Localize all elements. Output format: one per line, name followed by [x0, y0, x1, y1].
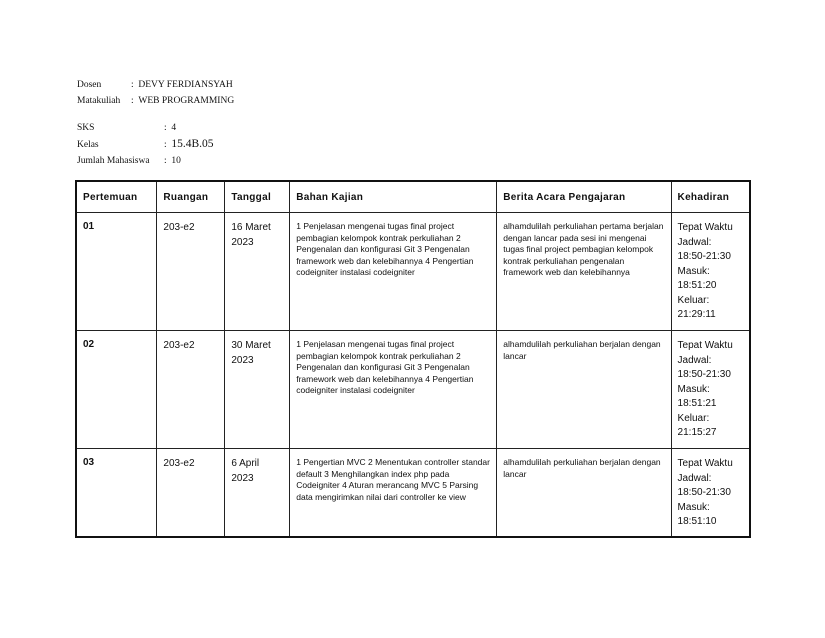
col-header-kehadiran: Kehadiran: [671, 181, 750, 213]
col-header-pertemuan: Pertemuan: [76, 181, 157, 213]
cell-pertemuan: 03: [76, 449, 157, 537]
cell-tanggal: 16 Maret 2023: [225, 213, 290, 331]
col-header-bahan-kajian: Bahan Kajian: [290, 181, 497, 213]
dosen-value: DEVY FERDIANSYAH: [138, 80, 233, 90]
dosen-separator: :: [131, 80, 134, 90]
kelas-line: [77, 136, 214, 153]
attendance-out-label: Keluar:: [677, 412, 710, 424]
cell-berita-acara: alhamdulilah perkuliahan berjalan dengan lancar: [497, 331, 671, 449]
col-header-berita-acara: Berita Acara Pengajaran: [497, 181, 671, 213]
jumlah-value: 10: [171, 156, 181, 166]
cell-kehadiran: [671, 331, 750, 449]
cell-ruangan: 203-e2: [157, 331, 225, 449]
matakuliah-label: Matakuliah: [77, 96, 121, 106]
attendance-schedule-label: Jadwal:: [677, 354, 712, 366]
cell-kehadiran: [671, 449, 750, 537]
matakuliah-separator: :: [131, 96, 134, 106]
table-row: [76, 213, 750, 331]
cell-berita-acara: alhamdulilah perkuliahan berjalan dengan lancar: [497, 449, 671, 537]
cell-pertemuan: 01: [76, 213, 157, 331]
cell-tanggal: 6 April 2023: [225, 449, 290, 537]
cell-ruangan: 203-e2: [157, 213, 225, 331]
attendance-in-value: 18:51:20: [677, 280, 717, 291]
kelas-value: 15.4B.05: [171, 138, 214, 150]
cell-kehadiran: [671, 213, 750, 331]
attendance-out-value: 21:29:11: [677, 309, 716, 320]
cell-berita-acara: alhamdulilah perkuliahan pertama berjalan dengan lancar pada sesi ini mengenai tugas final project pembagian kelompok kontrak perkuliahan pengenalan framework web dan kelebihannya: [497, 213, 671, 331]
jumlah-line: [77, 153, 214, 169]
attendance-in-value: 18:51:21: [677, 398, 717, 409]
cell-ruangan: 203-e2: [157, 449, 225, 537]
attendance-in-label: Masuk:: [677, 265, 710, 277]
dosen-label: Dosen: [77, 80, 102, 90]
table-row: [76, 331, 750, 449]
cell-pertemuan: 02: [76, 331, 157, 449]
col-header-ruangan: Ruangan: [157, 181, 225, 213]
meeting-table: [75, 180, 751, 538]
attendance-in-label: Masuk:: [677, 501, 710, 513]
cell-bahan-kajian: 1 Pengertian MVC 2 Menentukan controller standar default 3 Menghilangkan index php pada Codeigniter 4 Aturan merancang MVC 5 Parsing data mengirimkan nilai dari controller ke view: [290, 449, 497, 537]
matakuliah-line: [77, 93, 234, 109]
attendance-schedule-label: Jadwal:: [677, 472, 712, 484]
kelas-separator: :: [164, 140, 167, 150]
table-header-row: [76, 181, 750, 213]
attendance-out-label: Keluar:: [677, 294, 710, 306]
attendance-status: Tepat Waktu: [677, 340, 733, 351]
matakuliah-value: WEB PROGRAMMING: [138, 96, 235, 106]
table-row: [76, 449, 750, 537]
jumlah-label: Jumlah Mahasiswa: [77, 156, 150, 166]
attendance-status: Tepat Waktu: [677, 458, 733, 469]
attendance-status: Tepat Waktu: [677, 222, 733, 233]
sks-label: SKS: [77, 123, 95, 133]
cell-bahan-kajian: 1 Penjelasan mengenai tugas final project pembagian kelompok kontrak perkuliahan 2 Pengenalan dan konfigurasi Git 3 Pengenalan framework web dan kelebihannya 4 Pengertian codeigniter instalasi codeigniter: [290, 331, 497, 449]
cell-tanggal: 30 Maret 2023: [225, 331, 290, 449]
jumlah-separator: :: [164, 156, 167, 166]
attendance-schedule-value: 18:50-21:30: [677, 369, 731, 380]
cell-bahan-kajian: 1 Penjelasan mengenai tugas final project pembagian kelompok kontrak perkuliahan 2 Pengenalan dan konfigurasi Git 3 Pengenalan framework web dan kelebihannya 4 Pengertian codeigniter instalasi codeigniter: [290, 213, 497, 331]
sks-value: 4: [171, 123, 177, 133]
attendance-out-value: 21:15:27: [677, 427, 717, 438]
attendance-schedule-label: Jadwal:: [677, 236, 712, 248]
col-header-tanggal: Tanggal: [225, 181, 290, 213]
attendance-schedule-value: 18:50-21:30: [677, 251, 731, 262]
kelas-label: Kelas: [77, 140, 99, 150]
sks-separator: :: [164, 123, 167, 133]
attendance-in-label: Masuk:: [677, 383, 710, 395]
class-info: [77, 120, 214, 169]
attendance-schedule-value: 18:50-21:30: [677, 487, 731, 498]
dosen-line: [77, 77, 234, 93]
attendance-in-value: 18:51:10: [677, 516, 717, 527]
sks-line: [77, 120, 214, 136]
lecturer-info: [77, 77, 234, 109]
